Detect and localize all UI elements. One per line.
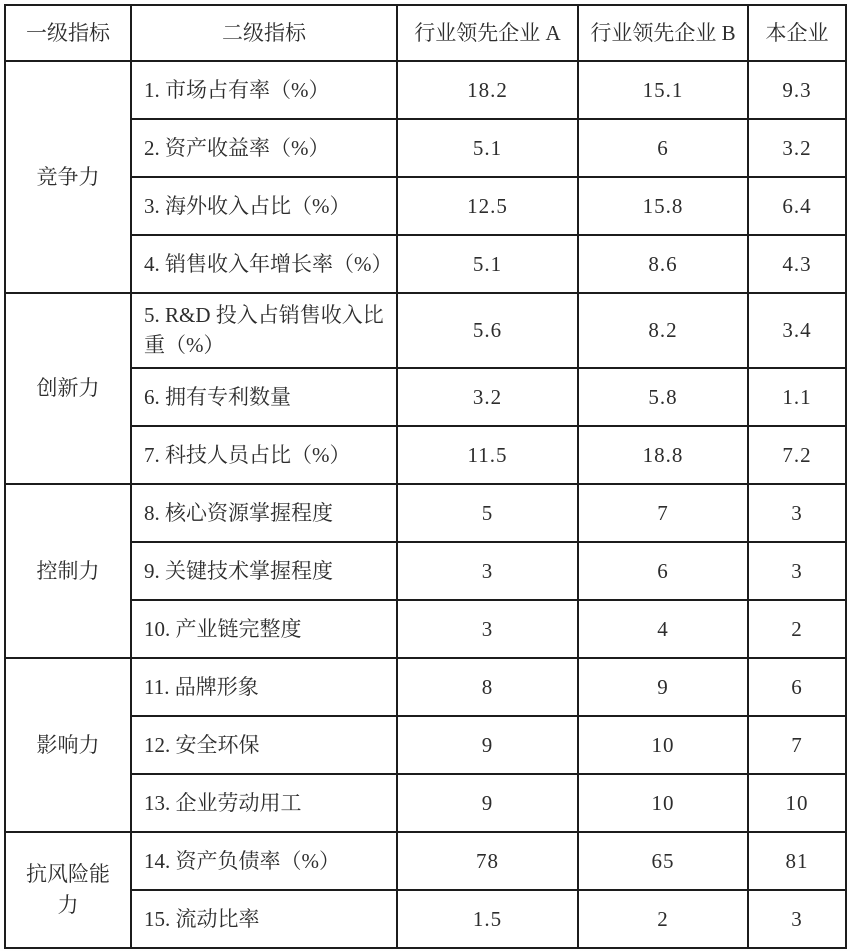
company-b-value-cell: 8.6	[578, 235, 748, 293]
primary-indicator-cell: 创新力	[5, 293, 131, 484]
company-b-value-cell: 6	[578, 119, 748, 177]
own-company-value-cell: 6	[748, 658, 846, 716]
company-a-value-cell: 3	[397, 542, 578, 600]
company-b-value-cell: 18.8	[578, 426, 748, 484]
secondary-indicator-cell: 5. R&D 投入占销售收入比重（%）	[131, 293, 397, 368]
company-b-value-cell: 65	[578, 832, 748, 890]
company-a-value-cell: 9	[397, 774, 578, 832]
own-company-value-cell: 3	[748, 542, 846, 600]
company-a-value-cell: 9	[397, 716, 578, 774]
company-b-value-cell: 5.8	[578, 368, 748, 426]
indicator-comparison-table	[4, 4, 847, 949]
table-row	[5, 235, 846, 293]
table-row	[5, 774, 846, 832]
own-company-value-cell: 3	[748, 484, 846, 542]
header-own-company: 本企业	[748, 5, 846, 61]
primary-indicator-cell: 控制力	[5, 484, 131, 658]
table-row	[5, 61, 846, 119]
header-secondary-indicator: 二级指标	[131, 5, 397, 61]
company-a-value-cell: 8	[397, 658, 578, 716]
header-primary-indicator: 一级指标	[5, 5, 131, 61]
company-b-value-cell: 8.2	[578, 293, 748, 368]
table-row	[5, 177, 846, 235]
company-a-value-cell: 78	[397, 832, 578, 890]
secondary-indicator-cell: 3. 海外收入占比（%）	[131, 177, 397, 235]
header-leading-company-a: 行业领先企业 A	[397, 5, 578, 61]
header-leading-company-b: 行业领先企业 B	[578, 5, 748, 61]
secondary-indicator-cell: 11. 品牌形象	[131, 658, 397, 716]
secondary-indicator-cell: 13. 企业劳动用工	[131, 774, 397, 832]
own-company-value-cell: 6.4	[748, 177, 846, 235]
primary-indicator-cell: 竞争力	[5, 61, 131, 293]
secondary-indicator-cell: 15. 流动比率	[131, 890, 397, 948]
own-company-value-cell: 7	[748, 716, 846, 774]
company-a-value-cell: 5.1	[397, 119, 578, 177]
company-b-value-cell: 10	[578, 774, 748, 832]
company-b-value-cell: 15.8	[578, 177, 748, 235]
table-row	[5, 368, 846, 426]
own-company-value-cell: 7.2	[748, 426, 846, 484]
own-company-value-cell: 3.2	[748, 119, 846, 177]
secondary-indicator-cell: 4. 销售收入年增长率（%）	[131, 235, 397, 293]
company-b-value-cell: 4	[578, 600, 748, 658]
company-a-value-cell: 3.2	[397, 368, 578, 426]
table-row	[5, 600, 846, 658]
primary-indicator-cell: 抗风险能力	[5, 832, 131, 948]
table-row	[5, 832, 846, 890]
secondary-indicator-cell: 14. 资产负债率（%）	[131, 832, 397, 890]
secondary-indicator-cell: 9. 关键技术掌握程度	[131, 542, 397, 600]
company-a-value-cell: 5.1	[397, 235, 578, 293]
table-row	[5, 716, 846, 774]
company-b-value-cell: 15.1	[578, 61, 748, 119]
own-company-value-cell: 4.3	[748, 235, 846, 293]
table-row	[5, 658, 846, 716]
secondary-indicator-cell: 1. 市场占有率（%）	[131, 61, 397, 119]
company-a-value-cell: 11.5	[397, 426, 578, 484]
company-a-value-cell: 3	[397, 600, 578, 658]
company-a-value-cell: 12.5	[397, 177, 578, 235]
table-row	[5, 890, 846, 948]
secondary-indicator-cell: 6. 拥有专利数量	[131, 368, 397, 426]
own-company-value-cell: 1.1	[748, 368, 846, 426]
company-a-value-cell: 5	[397, 484, 578, 542]
table-body	[5, 61, 846, 948]
table-row	[5, 119, 846, 177]
company-a-value-cell: 18.2	[397, 61, 578, 119]
secondary-indicator-cell: 8. 核心资源掌握程度	[131, 484, 397, 542]
secondary-indicator-cell: 12. 安全环保	[131, 716, 397, 774]
table-row	[5, 484, 846, 542]
own-company-value-cell: 3.4	[748, 293, 846, 368]
company-b-value-cell: 10	[578, 716, 748, 774]
company-b-value-cell: 6	[578, 542, 748, 600]
own-company-value-cell: 9.3	[748, 61, 846, 119]
own-company-value-cell: 3	[748, 890, 846, 948]
secondary-indicator-cell: 7. 科技人员占比（%）	[131, 426, 397, 484]
company-a-value-cell: 5.6	[397, 293, 578, 368]
secondary-indicator-cell: 2. 资产收益率（%）	[131, 119, 397, 177]
company-b-value-cell: 7	[578, 484, 748, 542]
table-header-row	[5, 5, 846, 61]
secondary-indicator-cell: 10. 产业链完整度	[131, 600, 397, 658]
company-b-value-cell: 9	[578, 658, 748, 716]
table-row	[5, 426, 846, 484]
table-row	[5, 542, 846, 600]
own-company-value-cell: 2	[748, 600, 846, 658]
primary-indicator-cell: 影响力	[5, 658, 131, 832]
company-a-value-cell: 1.5	[397, 890, 578, 948]
company-b-value-cell: 2	[578, 890, 748, 948]
table-row	[5, 293, 846, 368]
own-company-value-cell: 10	[748, 774, 846, 832]
own-company-value-cell: 81	[748, 832, 846, 890]
